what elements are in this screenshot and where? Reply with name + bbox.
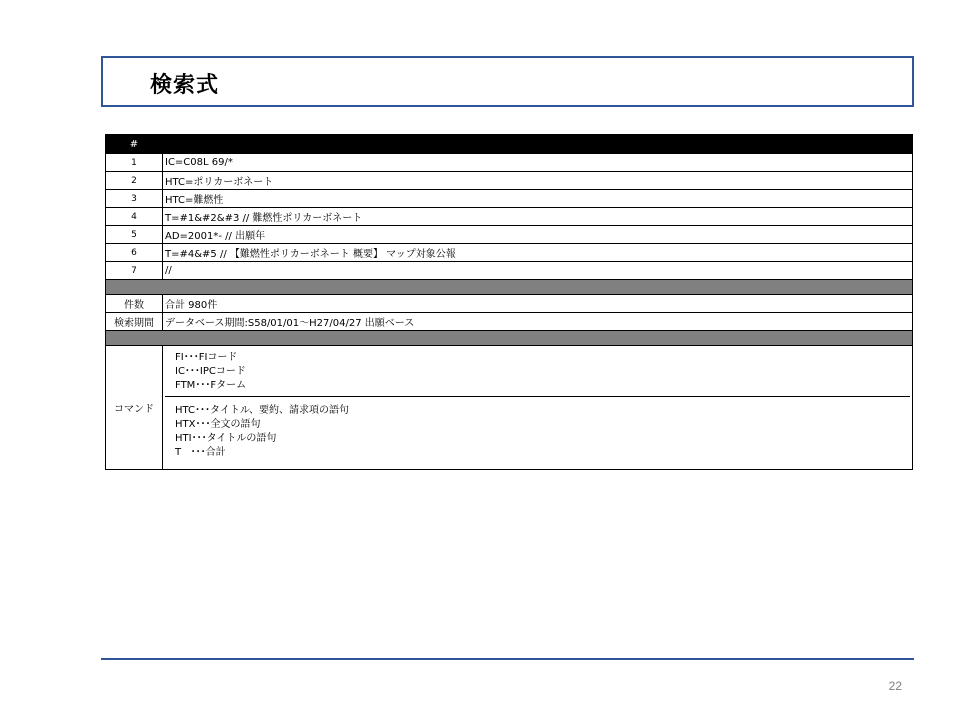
table-row <box>106 172 913 190</box>
title-box <box>101 56 914 107</box>
page-title: 検索式 <box>150 73 220 98</box>
table-row <box>106 244 913 262</box>
commands-label: コマンド <box>106 346 163 470</box>
separator-cell <box>106 280 913 295</box>
table-row <box>106 208 913 226</box>
table-row <box>106 226 913 244</box>
period-label: 検索期間 <box>106 313 163 331</box>
row-num: 1 <box>106 154 163 172</box>
count-value: 合計 980件 <box>163 295 913 313</box>
commands-row <box>106 346 913 470</box>
period-value: データベース期間:S58/01/01～H27/04/27 出願ベース <box>163 313 913 331</box>
command-group-terms <box>165 396 910 464</box>
period-row <box>106 313 913 331</box>
row-num: 6 <box>106 244 163 262</box>
header-num: # <box>106 135 163 154</box>
count-label: 件数 <box>106 295 163 313</box>
row-num: 4 <box>106 208 163 226</box>
row-expr: HTC=ポリカーボネート <box>163 172 913 190</box>
row-num: 7 <box>106 262 163 280</box>
command-line: FI･･･FIコード <box>175 352 238 363</box>
commands-cell <box>163 346 913 470</box>
table-row <box>106 190 913 208</box>
command-line: HTX･･･全文の語句 <box>175 419 261 430</box>
row-expr: HTC=難燃性 <box>163 190 913 208</box>
page-number: 22 <box>888 679 902 693</box>
row-expr: IC=C08L 69/* <box>163 154 913 172</box>
footer-divider <box>101 658 914 660</box>
command-group-codes <box>165 346 910 396</box>
row-num: 2 <box>106 172 163 190</box>
table-header-row <box>106 135 913 154</box>
separator-row <box>106 280 913 295</box>
row-num: 5 <box>106 226 163 244</box>
command-line: HTI･･･タイトルの語句 <box>175 433 277 444</box>
row-expr: // <box>163 262 913 280</box>
command-line: HTC･･･タイトル、要約、請求項の語句 <box>175 405 350 416</box>
search-formula-table <box>105 134 913 470</box>
command-line: T ･･･合計 <box>175 447 226 458</box>
row-expr: T=#4&#5 // 【難燃性ポリカーボネート 概要】 マップ対象公報 <box>163 244 913 262</box>
separator-row <box>106 331 913 346</box>
row-expr: AD=2001*- // 出願年 <box>163 226 913 244</box>
row-num: 3 <box>106 190 163 208</box>
separator-cell <box>106 331 913 346</box>
count-row <box>106 295 913 313</box>
command-line: FTM･･･Fターム <box>175 380 247 391</box>
header-expr <box>163 135 913 154</box>
table-row <box>106 154 913 172</box>
command-line: IC･･･IPCコード <box>175 366 246 377</box>
table-row <box>106 262 913 280</box>
row-expr: T=#1&#2&#3 // 難燃性ポリカーボネート <box>163 208 913 226</box>
